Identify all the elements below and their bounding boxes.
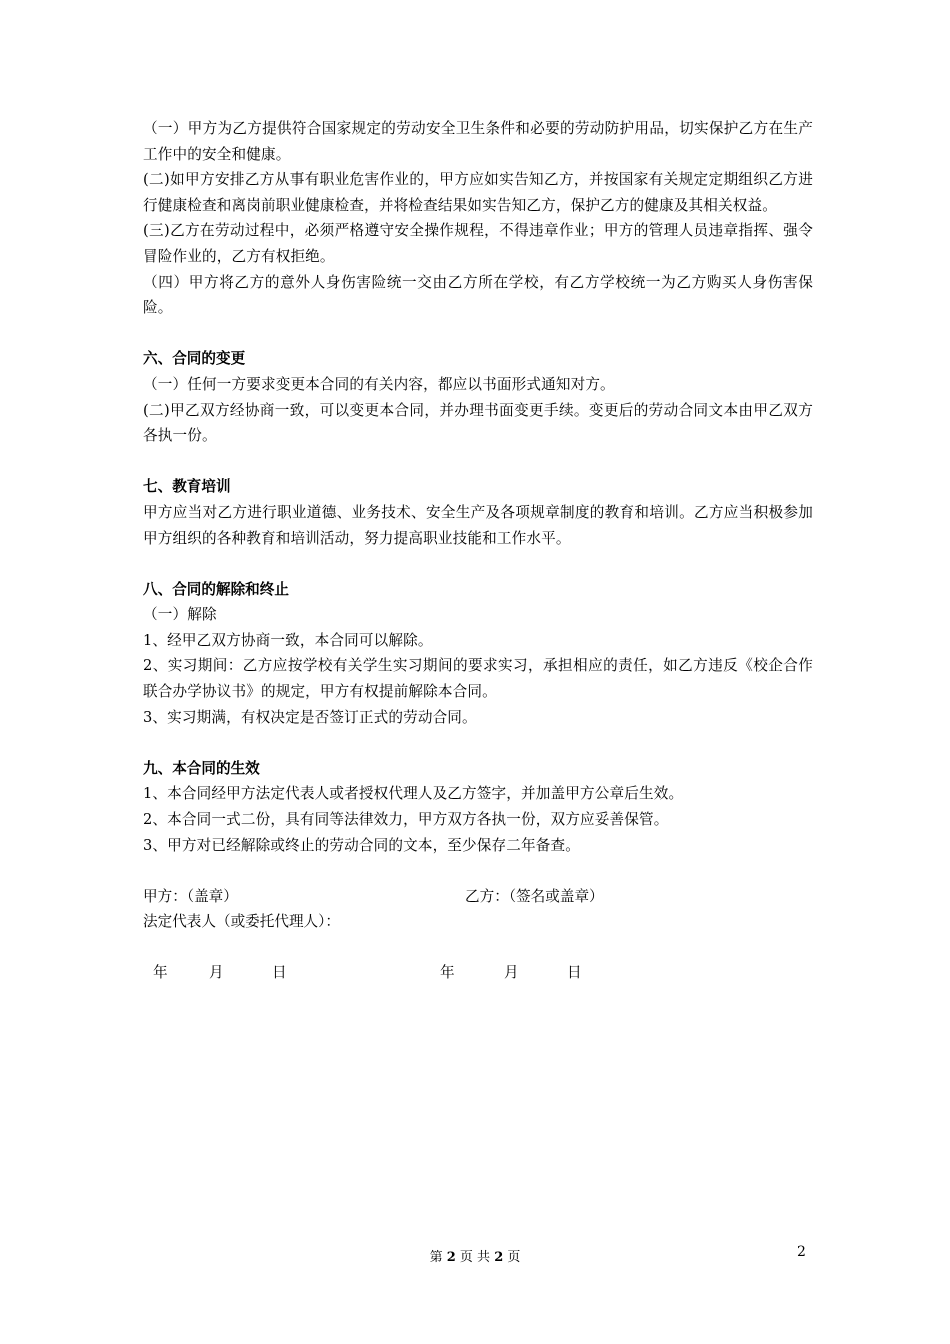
- clause-9-3: 3、甲方对已经解除或终止的劳动合同的文本，至少保存二年备查。: [143, 836, 581, 854]
- party-a-seal: 甲方：（盖章）: [143, 887, 238, 905]
- clause-5-3: (三)乙方在劳动过程中，必须严格遵守安全操作规程，不得违章作业；甲方的管理人员违章指挥、强令冒险作业的，乙方有权拒绝。: [143, 222, 813, 265]
- section-6-title: 六、合同的变更: [143, 350, 246, 368]
- date-b-year: 年: [440, 964, 455, 981]
- clause-7-1: 甲方应当对乙方进行职业道德、业务技术、安全生产及各项规章制度的教育和培训。乙方应当积极参加甲方组织的各种教育和培训活动，努力提高职业技能和工作水平。: [143, 503, 813, 547]
- clause-5-1: （一）甲方为乙方提供符合国家规定的劳动安全卫生条件和必要的劳动防护用品，切实保护乙方在生产工作中的安全和健康。: [143, 120, 813, 163]
- clause-6-1: （一）任何一方要求变更本合同的有关内容，都应以书面形式通知对方。: [143, 375, 615, 393]
- clause-8-1: 1、经甲乙双方协商一致，本合同可以解除。: [143, 631, 433, 649]
- footer-current-page: 2: [446, 1250, 456, 1265]
- clause-9-1: 1、本合同经甲方法定代表人或者授权代理人及乙方签字，并加盖甲方公章后生效。: [143, 785, 684, 803]
- document-body: [143, 116, 813, 986]
- section-8-title: 八、合同的解除和终止: [143, 580, 289, 598]
- page-number: 2: [797, 1244, 806, 1260]
- section-7-title: 七、教育培训: [143, 478, 231, 496]
- page-footer: [0, 1246, 950, 1265]
- date-a-year: 年: [153, 964, 168, 981]
- date-b-day: 日: [567, 964, 582, 981]
- clause-8-3: 3、实习期满，有权决定是否签订正式的劳动合同。: [143, 708, 477, 726]
- footer-suffix: 页: [507, 1250, 521, 1265]
- party-b-signature: 乙方：（签名或盖章）: [465, 887, 604, 905]
- clause-8-heading: （一）解除: [143, 606, 217, 624]
- date-a-day: 日: [272, 964, 287, 981]
- section-9-title: 九、本合同的生效: [143, 759, 260, 777]
- legal-representative: 法定代表人（或委托代理人）：: [143, 913, 341, 931]
- clause-6-2: (二)甲乙双方经协商一致，可以变更本合同，并办理书面变更手续。变更后的劳动合同文本由甲乙双方各执一份。: [143, 401, 813, 445]
- clause-9-2: 2、本合同一式二份，具有同等法律效力，甲方双方各执一份，双方应妥善保管。: [143, 811, 669, 829]
- clause-5-4: （四）甲方将乙方的意外人身伤害险统一交由乙方所在学校，有乙方学校统一为乙方购买人身伤害保险。: [143, 273, 813, 317]
- date-a-month: 月: [209, 964, 224, 981]
- clause-8-2: 2、实习期间：乙方应按学校有关学生实习期间的要求实习，承担相应的责任，如乙方违反《校企合作联合办学协议书》的规定，甲方有权提前解除本合同。: [143, 657, 813, 701]
- signature-parties: [143, 884, 813, 910]
- clause-5-2: (二)如甲方安排乙方从事有职业危害作业的，甲方应如实告知乙方，并按国家有关规定定期组织乙方进行健康检查和离岗前职业健康检查，并将检查结果如实告知乙方，保护乙方的健康及其相关权益。: [143, 171, 813, 214]
- footer-mid: 页 共: [459, 1250, 491, 1265]
- date-row: [143, 960, 813, 986]
- date-b-month: 月: [504, 964, 519, 981]
- footer-total-pages: 2: [494, 1250, 504, 1265]
- footer-prefix: 第: [429, 1250, 443, 1265]
- representative-row: [143, 909, 813, 935]
